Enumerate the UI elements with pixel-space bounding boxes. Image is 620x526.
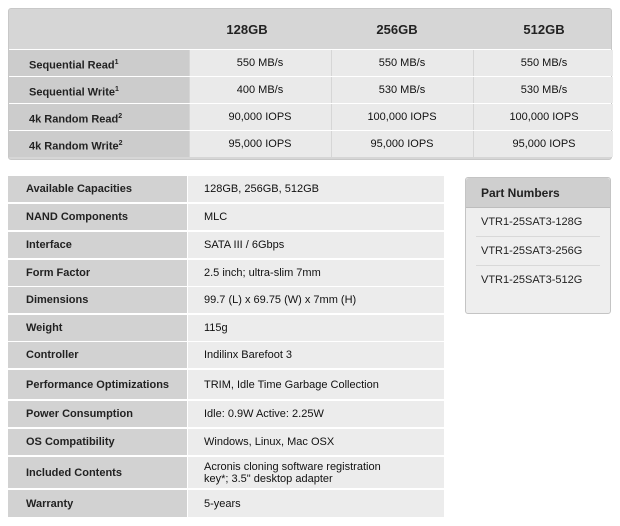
row-label: 4k Random Write$^2$ <box>9 131 189 157</box>
spec-key: Available Capacities <box>8 176 187 202</box>
row-label: Sequential Write$^1$ <box>9 77 189 103</box>
spec-key: Warranty <box>8 490 187 517</box>
table-cell: 400 MB/s <box>236 84 284 96</box>
spec-row-included-contents <box>8 457 444 489</box>
part-number-item: VTR1-25SAT3-512G <box>481 274 583 286</box>
spec-value: MLC <box>188 204 444 230</box>
performance-row <box>9 103 611 130</box>
spec-row-nand-components <box>8 204 444 231</box>
part-numbers-panel <box>465 177 611 314</box>
specifications-table <box>8 176 444 518</box>
spec-value: 5-years <box>188 490 444 517</box>
spec-key: Power Consumption <box>8 401 187 427</box>
table-cell: 90,000 IOPS <box>228 111 292 123</box>
row-label: Sequential Read$^1$ <box>9 50 189 76</box>
spec-value: 128GB, 256GB, 512GB <box>188 176 444 202</box>
part-number-item: VTR1-25SAT3-256G <box>476 237 600 266</box>
spec-key: Dimensions <box>8 287 187 313</box>
table-cell: 95,000 IOPS <box>228 138 292 150</box>
spec-key: Included Contents <box>8 457 187 488</box>
spec-row-dimensions <box>8 287 444 314</box>
table-cell: 95,000 IOPS <box>370 138 434 150</box>
spec-key: Interface <box>8 232 187 258</box>
spec-key: Form Factor <box>8 260 187 286</box>
spec-row-interface <box>8 232 444 259</box>
spec-row-performance-optimizations <box>8 370 444 400</box>
spec-value: 115g <box>188 315 444 341</box>
performance-table <box>8 8 612 160</box>
spec-value: TRIM, Idle Time Garbage Collection <box>188 370 444 399</box>
spec-value: 99.7 (L) x 69.75 (W) x 7mm (H) <box>188 287 444 313</box>
row-label: 4k Random Read$^2$ <box>9 104 189 130</box>
spec-value: SATA III / 6Gbps <box>188 232 444 258</box>
performance-header <box>9 9 611 49</box>
table-cell: 530 MB/s <box>378 84 426 96</box>
spec-value: Windows, Linux, Mac OSX <box>188 429 444 455</box>
performance-row <box>9 76 611 103</box>
table-cell: 550 MB/s <box>378 57 426 69</box>
spec-row-weight <box>8 315 444 342</box>
spec-row-form-factor <box>8 260 444 287</box>
spec-key: OS Compatibility <box>8 429 187 455</box>
column-header-256gb: 256GB <box>376 22 418 37</box>
table-cell: 550 MB/s <box>236 57 284 69</box>
performance-row <box>9 49 611 76</box>
spec-key: NAND Components <box>8 204 187 230</box>
table-cell: 95,000 IOPS <box>512 138 576 150</box>
spec-row-power-consumption <box>8 401 444 428</box>
spec-key: Performance Optimizations <box>8 370 187 399</box>
table-cell: 100,000 IOPS <box>509 111 579 123</box>
part-number-item: VTR1-25SAT3-128G <box>476 208 600 237</box>
performance-row <box>9 130 611 157</box>
spec-row-os-compatibility <box>8 429 444 456</box>
table-cell: 530 MB/s <box>520 84 568 96</box>
spec-key: Weight <box>8 315 187 341</box>
spec-row-controller <box>8 342 444 369</box>
column-header-128gb: 128GB <box>226 22 268 37</box>
spec-row-warranty <box>8 490 444 518</box>
spec-key: Controller <box>8 342 187 368</box>
spec-row-available-capacities <box>8 176 444 203</box>
table-cell: 550 MB/s <box>520 57 568 69</box>
spec-value: 2.5 inch; ultra-slim 7mm <box>188 260 444 286</box>
table-cell: 100,000 IOPS <box>367 111 437 123</box>
column-header-512gb: 512GB <box>523 22 565 37</box>
spec-value: Indilinx Barefoot 3 <box>188 342 444 368</box>
part-numbers-title: Part Numbers <box>466 178 610 208</box>
spec-value: Acronis cloning software registration key*; 3.5" desktop adapter <box>188 457 444 488</box>
spec-value: Idle: 0.9W Active: 2.25W <box>188 401 444 427</box>
